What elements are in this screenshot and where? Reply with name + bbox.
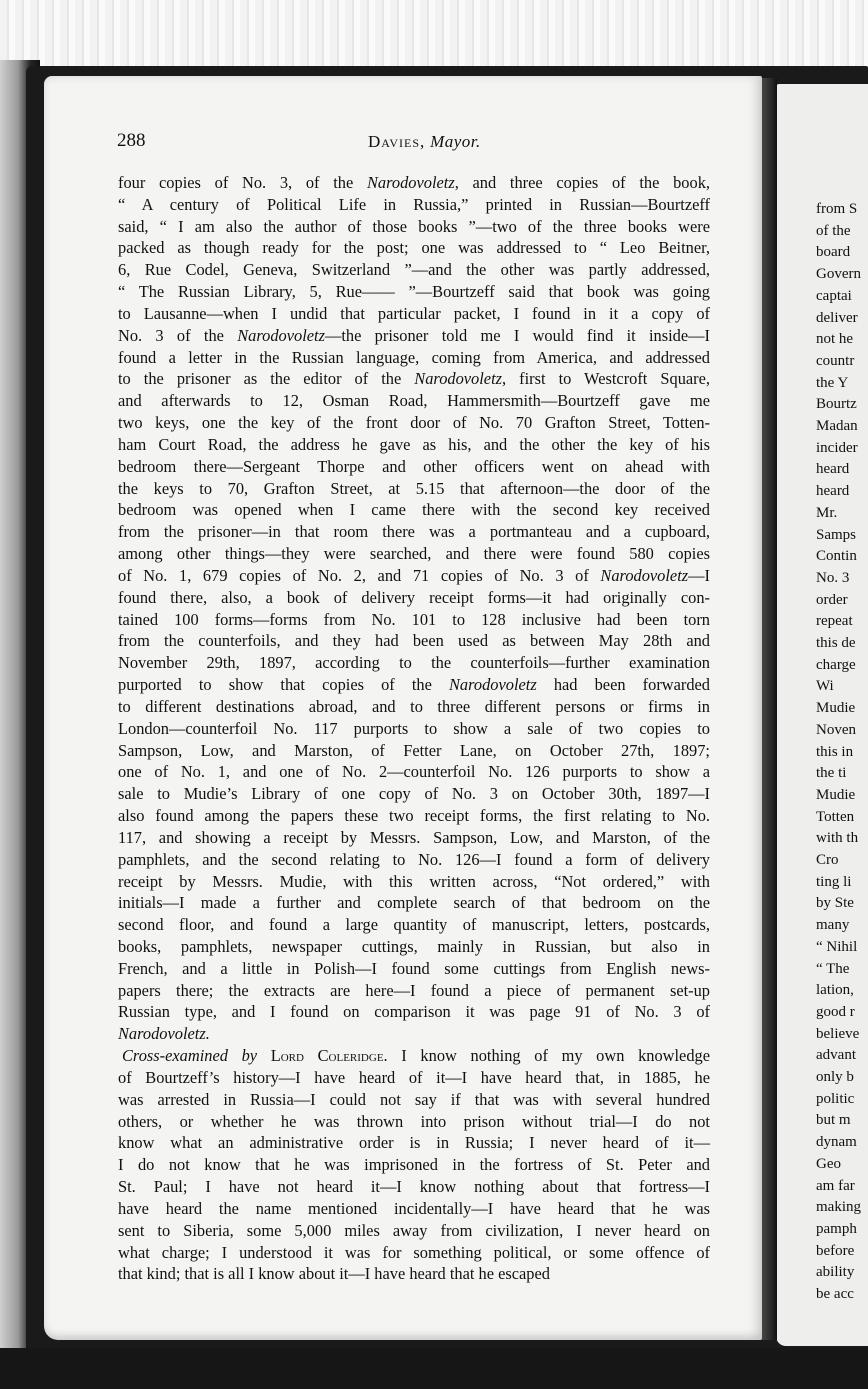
facing-page-line: making bbox=[816, 1199, 861, 1216]
text-line: No. 3 of the Narodovoletz—the prisoner told me I would find it inside—I bbox=[118, 325, 710, 345]
facing-page-line: Mudie bbox=[816, 786, 856, 803]
facing-page-line: Mudie bbox=[816, 700, 856, 717]
text-line: among other things—they were searched, and there were found 580 copies bbox=[118, 544, 710, 564]
text-line: to different destinations abroad, and to three different persons or firms in bbox=[118, 696, 710, 716]
facing-page-line: captai bbox=[816, 287, 852, 304]
text-line: London—counterfoil No. 117 purports to show a sale of two copies to bbox=[118, 718, 710, 738]
text-line: from the counterfoils, and they had been used as between May 28th and bbox=[118, 631, 710, 651]
facing-page-line: countr bbox=[816, 352, 855, 369]
text-line: to the prisoner as the editor of the Narodovoletz, first to Westcroft Square, bbox=[118, 369, 710, 389]
text-line: to Lausanne—when I undid that particular packet, I found in it a copy of bbox=[118, 303, 710, 323]
facing-page-line: politic bbox=[816, 1090, 855, 1107]
text-line: ham Court Road, the address he gave as his, and the other the key of his bbox=[118, 434, 710, 454]
facing-page-line: but m bbox=[816, 1112, 851, 1129]
facing-page-line: Wi bbox=[816, 678, 834, 695]
text-line: bedroom was opened when I came there with the second key received bbox=[118, 500, 710, 520]
facing-page-line: lation, bbox=[816, 982, 854, 999]
text-line: of No. 1, 679 copies of No. 2, and 71 copies of No. 3 of Narodovoletz—I bbox=[118, 565, 710, 585]
text-line: books, pamphlets, newspaper cuttings, mainly in Russian, but also in bbox=[118, 936, 710, 956]
text-line: initials—I made a further and complete search of that bedroom on the bbox=[118, 893, 710, 913]
facing-page-line: repeat bbox=[816, 613, 853, 630]
facing-page-line: ability bbox=[816, 1264, 855, 1281]
text-line: receipt by Messrs. Mudie, with this written across, “Not ordered,” with bbox=[118, 871, 710, 891]
text-line: papers there; the extracts are here—I found a piece of permanent set-up bbox=[118, 980, 710, 1000]
facing-page-line: Bourtz bbox=[816, 396, 857, 413]
facing-page-line: No. 3 bbox=[816, 569, 850, 586]
page-body-text bbox=[118, 172, 710, 1285]
facing-page-line: Samps bbox=[816, 526, 857, 543]
text-line: 6, Rue Codel, Geneva, Switzerland ”—and the other was partly addressed, bbox=[118, 260, 710, 280]
text-line: 117, and showing a receipt by Messrs. Sampson, Low, and Marston, of the bbox=[118, 827, 710, 847]
facing-page-line: with th bbox=[816, 830, 859, 847]
facing-page-line: advant bbox=[816, 1047, 856, 1064]
facing-page-line: Madan bbox=[816, 418, 858, 434]
text-line: of Bourtzeff’s history—I have heard of it—I have heard that, in 1885, he bbox=[118, 1067, 710, 1087]
text-line: also found among the papers these two receipt forms, the first relating to No. bbox=[118, 806, 710, 826]
facing-page-line: Noven bbox=[816, 721, 856, 738]
text-line: sent to Siberia, some 5,000 miles away from civilization, I never heard on bbox=[118, 1220, 710, 1240]
facing-page-line: heard bbox=[816, 483, 850, 500]
facing-page-line: before bbox=[816, 1242, 855, 1259]
facing-page-line: good r bbox=[816, 1003, 855, 1020]
facing-page-line: Mr. bbox=[816, 504, 838, 521]
text-line: found there, also, a book of delivery receipt forms—it had originally con- bbox=[118, 587, 710, 607]
scanner-bottom bbox=[0, 1348, 868, 1389]
facing-page-line: only b bbox=[816, 1069, 854, 1085]
text-line: Cross-examined by Lord Coleridge. I know nothing of my own knowledge bbox=[122, 1046, 710, 1066]
facing-page-line: Govern bbox=[816, 266, 861, 283]
facing-page-line: Geo bbox=[816, 1155, 841, 1172]
facing-page-line: the Y bbox=[816, 374, 849, 391]
facing-page-line: not he bbox=[816, 331, 854, 348]
text-line: purported to show that copies of the Narodovoletz had been forwarded bbox=[118, 675, 711, 695]
text-line: Sampson, Low, and Marston, of Fetter Lane, on October 27th, 1897; bbox=[118, 740, 710, 760]
facing-page-line: heard bbox=[816, 461, 850, 478]
text-line: was arrested in Russia—I could not say if that was with several hundred bbox=[118, 1089, 710, 1109]
text-line: Narodovoletz. bbox=[118, 1024, 210, 1044]
text-line: found a letter in the Russian language, coming from America, and addressed bbox=[118, 347, 710, 367]
facing-page-line: order bbox=[816, 591, 848, 608]
text-line: sale to Mudie’s Library of one copy of No. 3 on October 30th, 1897—I bbox=[118, 784, 710, 804]
text-line: packed as though ready for the post; one was addressed to “ Leo Beitner, bbox=[118, 238, 710, 258]
running-head-name: Davies, bbox=[368, 132, 426, 151]
facing-page-line: from S bbox=[816, 201, 858, 217]
text-line: “ A century of Political Life in Russia,” printed in Russian—Bourtzeff bbox=[118, 194, 710, 214]
facing-page-line: charge bbox=[816, 656, 856, 673]
facing-page-line: Contin bbox=[816, 548, 857, 565]
facing-page-line: board bbox=[816, 244, 851, 261]
facing-page-line: deliver bbox=[816, 309, 858, 326]
facing-page-line: ting li bbox=[816, 873, 852, 890]
text-line: that kind; that is all I know about it—I have heard that he escaped bbox=[118, 1264, 550, 1284]
facing-page-line: incider bbox=[816, 439, 858, 456]
facing-page-line: Cro bbox=[816, 852, 839, 868]
text-line: and afterwards to 12, Osman Road, Hammersmith—Bourtzeff gave me bbox=[118, 391, 710, 411]
facing-page-line: this in bbox=[816, 743, 854, 760]
facing-page bbox=[776, 84, 868, 1346]
facing-page-line: pamph bbox=[816, 1220, 857, 1237]
facing-page-line: this de bbox=[816, 635, 856, 651]
text-line: have heard the name mentioned incidentally—I have heard that he was bbox=[118, 1198, 710, 1218]
facing-page-line: the ti bbox=[816, 765, 847, 782]
page-number: 288 bbox=[117, 130, 146, 151]
facing-page-line: “ The bbox=[816, 960, 850, 977]
text-line: second floor, and found a large quantity of manuscript, letters, postcards, bbox=[118, 915, 710, 935]
text-line: Russian type, and I found on comparison it was page 91 of No. 3 of bbox=[118, 1002, 710, 1022]
text-line: two keys, one the key of the front door of No. 70 Grafton Street, Totten- bbox=[118, 413, 710, 433]
text-line: “ The Russian Library, 5, Rue—— ”—Bourtzeff said that book was going bbox=[118, 282, 710, 302]
facing-page-line: believe bbox=[816, 1025, 860, 1042]
facing-page-line: am far bbox=[816, 1177, 855, 1194]
text-line: others, or whether he was thrown into prison without trial—I do not bbox=[118, 1111, 710, 1131]
running-head bbox=[368, 132, 481, 152]
text-line: I do not know that he was imprisoned in the fortress of St. Peter and bbox=[118, 1155, 710, 1175]
text-line: from the prisoner—in that room there was a portmanteau and a cupboard, bbox=[118, 522, 710, 542]
text-line: French, and a little in Polish—I found some cuttings from English news- bbox=[118, 958, 710, 978]
text-line: bedroom there—Sergeant Thorpe and other officers went on ahead with bbox=[118, 456, 710, 476]
facing-page-line: Totten bbox=[816, 808, 855, 825]
text-line: know what an administrative order is in Russia; I never heard of it— bbox=[118, 1133, 710, 1153]
facing-page-line: by Ste bbox=[816, 895, 854, 912]
text-line: one of No. 1, and one of No. 2—counterfoil No. 126 purports to show a bbox=[118, 762, 710, 782]
facing-page-line: be acc bbox=[816, 1286, 854, 1302]
facing-page-line: many bbox=[816, 917, 850, 934]
facing-page-line: “ Nihil bbox=[816, 938, 858, 955]
text-line: the keys to 70, Grafton Street, at 5.15 that afternoon—the door of the bbox=[118, 478, 710, 498]
text-line: said, “ I am also the author of those books ”—two of the three books were bbox=[118, 216, 710, 236]
facing-page-line: of the bbox=[816, 222, 851, 239]
text-line: pamphlets, and the second relating to No. 126—I found a form of delivery bbox=[118, 849, 710, 869]
facing-page-line: dynam bbox=[816, 1134, 857, 1151]
running-head-title: Mayor. bbox=[430, 132, 481, 151]
text-line: St. Paul; I have not heard it—I know nothing about that fortress—I bbox=[118, 1177, 710, 1197]
text-line: tained 100 forms—forms from No. 101 to 128 inclusive had been torn bbox=[118, 609, 710, 629]
text-line: what charge; I understood it was for something political, or some offence of bbox=[118, 1242, 710, 1262]
text-line: four copies of No. 3, of the Narodovoletz, and three copies of the book, bbox=[118, 173, 710, 192]
text-line: November 29th, 1897, according to the counterfoils—further examination bbox=[118, 653, 710, 673]
